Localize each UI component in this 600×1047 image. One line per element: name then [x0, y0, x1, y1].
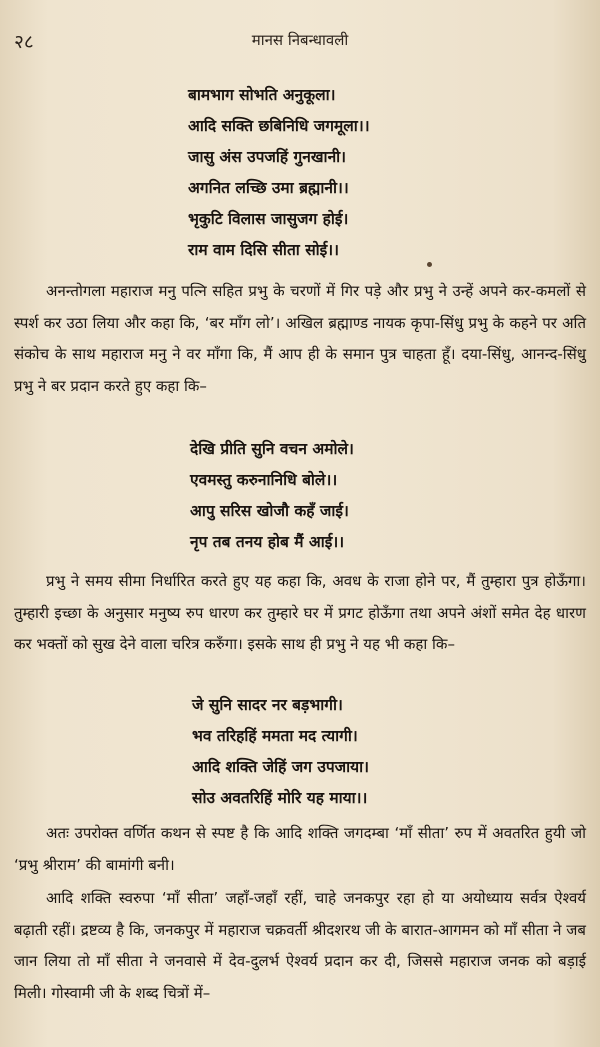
verse-line: आदि शक्ति जेहिं जग उपजाया।	[192, 758, 370, 776]
verse-line: जासु अंस उपजहिं गुनखानी।	[188, 148, 347, 166]
verse-line: आदि सक्ति छबिनिधि जगमूला।।	[188, 117, 370, 135]
verse-block-2	[190, 434, 354, 558]
verse-line: देखि प्रीति सुनि वचन अमोले।	[190, 440, 354, 458]
verse-line: भृकुटि विलास जासुजग होई।	[188, 210, 349, 228]
verse-block-1	[188, 80, 370, 266]
verse-line: आपु सरिस खोजौ कहँ जाई।	[190, 502, 349, 520]
verse-line: राम वाम दिसि सीता सोई।।	[188, 241, 340, 259]
page-number: २८	[14, 31, 34, 53]
verse-line: नृप तब तनय होब मैं आई।।	[190, 533, 345, 551]
verse-line: जे सुनि सादर नर बड़भागी।	[192, 696, 343, 714]
paragraph-3: अतः उपरोक्त वर्णित कथन से स्पष्ट है कि आदि शक्ति जगदम्बा ‘माँ सीता’ रुप में अवतरित हुयी जो ‘प्रभु श्रीराम’ की बामांगी बनी।	[14, 824, 586, 874]
paragraph-2: प्रभु ने समय सीमा निर्धारित करते हुए यह कहा कि, अवध के राजा होने पर, मैं तुम्हारा पुत्र होऊँगा। तुम्हारी इच्छा के अनुसार मनुष्य रुप धारण कर तुम्हारे घर में प्रगट होऊँगा तथा अपने अंशों समेत देह धारण कर भक्तों को सुख देने वाला चरित्र करुँगा। इसके साथ ही प्रभु ने यह भी कहा कि–	[14, 572, 586, 653]
verse-line: एवमस्तु करुनानिधि बोले।।	[190, 471, 338, 489]
paragraph-4: आदि शक्ति स्वरुपा ‘माँ सीता’ जहाँ-जहाँ रहीं, चाहे जनकपुर रहा हो या अयोध्याय सर्वत्र ऐश्वर्य बढ़ाती रहीं। द्रष्टव्य है कि, जनकपुर में महाराज चक्रवर्ती श्रीदशरथ जी के बारात-आगमन को माँ सीता ने जब जान लिया तो माँ सीता ने जनवासे में देव-दुलर्भ ऐश्वर्य प्रदान कर दी, जिससे महाराज जनक को बड़ाई मिली। गोस्वामी जी के शब्द चित्रों में–	[14, 889, 586, 1002]
verse-line: बामभाग सोभति अनुकूला।	[188, 86, 336, 104]
verse-line: सोउ अवतरिहिं मोरि यह माया।।	[192, 789, 368, 807]
verse-line: भव तरिहहिं ममता मद त्यागी।	[192, 727, 358, 745]
verse-block-3	[192, 690, 369, 814]
verse-line: अगनित लच्छि उमा ब्रह्मानी।।	[188, 179, 349, 197]
ink-speck	[427, 262, 432, 267]
paragraph-1: अनन्तोगला महाराज मनु पत्नि सहित प्रभु के चरणों में गिर पड़े और प्रभु ने उन्हें अपने कर-कमलों से स्पर्श कर उठा लिया और कहा कि, ‘बर माँग लो’। अखिल ब्रह्माण्ड नायक कृपा-सिंधु प्रभु के कहने पर अति संकोच के साथ महाराज मनु ने वर माँगा कि, मैं आप ही के समान पुत्र चाहता हूँ। दया-सिंधु, आनन्द-सिंधु प्रभु ने बर प्रदान करते हुए कहा कि–	[14, 282, 586, 395]
running-title: मानस निबन्धावली	[251, 31, 349, 49]
page-header	[0, 28, 600, 56]
